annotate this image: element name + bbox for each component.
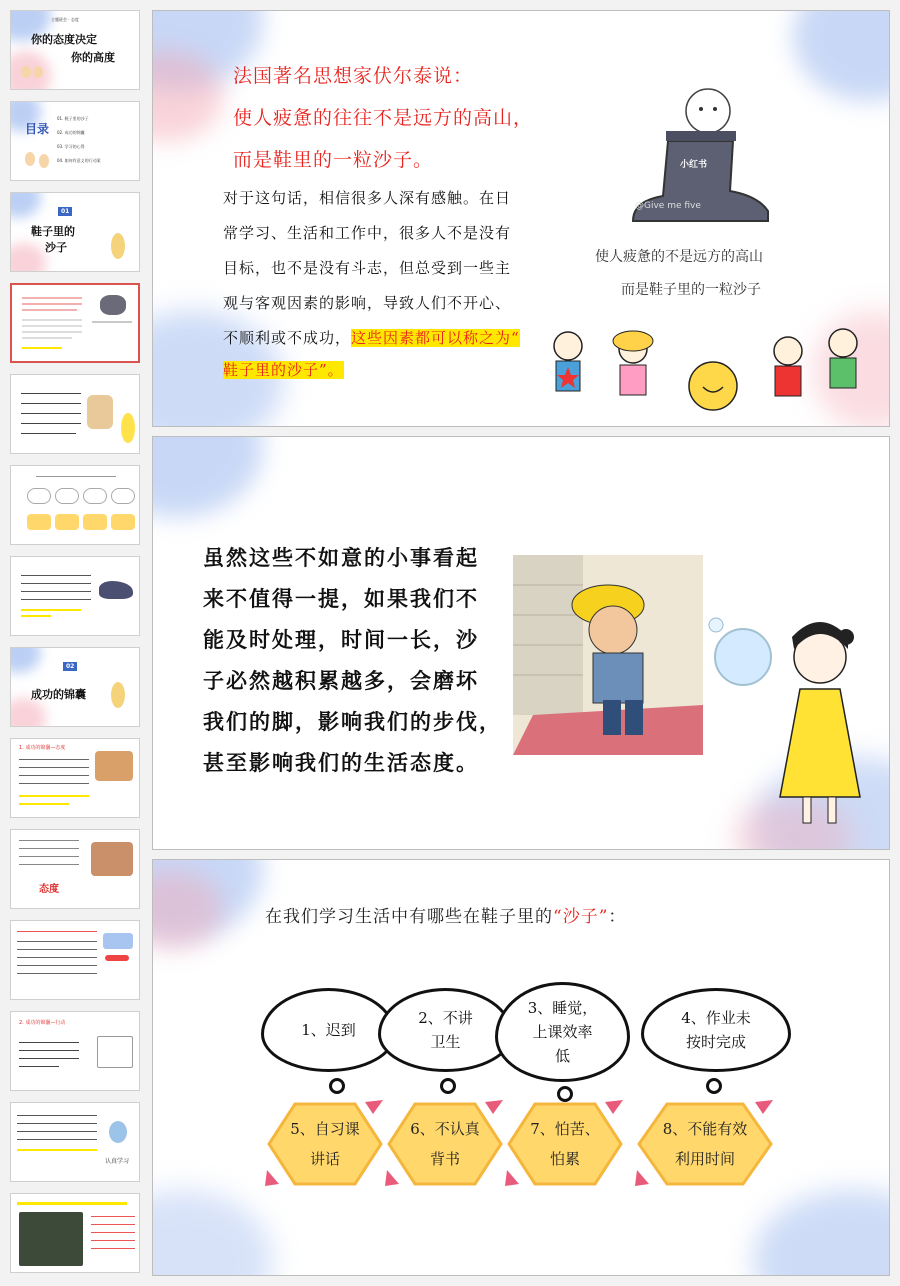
thumb-10-big-label: 态度 <box>39 884 59 895</box>
body-line: 虽然这些不如意的小事看起 <box>203 545 479 570</box>
thumb-3-badge: 01 <box>58 207 72 216</box>
slide-thumbnail-4[interactable] <box>10 283 140 363</box>
quote-line-1: 使人疲惫的往往不是远方的高山， <box>233 107 534 129</box>
cloud-tail <box>440 1078 456 1094</box>
slide-sand-examples[interactable] <box>152 859 890 1276</box>
cloud-text: 2、不讲 <box>418 1009 473 1027</box>
cloud-text: 3、睡觉， <box>527 999 598 1017</box>
cloud-tail <box>329 1078 345 1094</box>
body-line: 能及时处理，时间一长，沙 <box>203 627 479 652</box>
watercolor-wash <box>753 1190 890 1276</box>
slide-thumbnail-5[interactable] <box>10 374 140 454</box>
slide-thumbnail-9[interactable] <box>10 738 140 818</box>
handwritten-caption-1: 使人疲惫的不是远方的高山 <box>595 249 763 265</box>
girl-blowing-bubbles-illustration <box>708 597 888 847</box>
thumb-9-heading: 1. 成功的锦囊—态度 <box>19 745 66 751</box>
thumb-3-title-line1: 鞋子里的 <box>31 225 75 238</box>
slide-thumbnail-8[interactable] <box>10 647 140 727</box>
body-line: 来不值得一提，如果我们不 <box>203 586 479 611</box>
slide-sand-explanation[interactable] <box>152 436 890 850</box>
burst-badge-8 <box>635 1100 775 1188</box>
thought-cloud-4 <box>641 988 791 1072</box>
slide-thumbnail-rail <box>0 0 150 1286</box>
thumb-2-item-1: 01. 鞋子里的沙子 <box>57 116 89 121</box>
quote-line-2: 而是鞋里的一粒沙子。 <box>233 149 434 171</box>
slide-thumbnail-10[interactable] <box>10 829 140 909</box>
slide-thumbnail-6[interactable] <box>10 465 140 545</box>
cloud-text: 按时完成 <box>685 1033 746 1051</box>
thought-cloud-3 <box>495 982 630 1082</box>
paragraph-line-highlight-end <box>223 359 563 380</box>
slide-quote-voltaire[interactable] <box>152 10 890 427</box>
slide-thumbnail-13[interactable] <box>10 1102 140 1182</box>
cloud-tail <box>706 1078 722 1094</box>
children-and-sun-illustration <box>548 321 878 426</box>
paragraph-line: 对于这句话，相信很多人深有感触。在日 <box>223 189 512 207</box>
cloud-text: 4、作业未 <box>681 1009 751 1027</box>
thumb-3-title-line2: 沙子 <box>45 241 67 254</box>
burst-badge-6 <box>385 1100 505 1188</box>
burst-badge-5 <box>265 1100 385 1188</box>
burst-text: 6、不认真 <box>410 1120 480 1138</box>
burst-text: 7、怕苦、 <box>530 1120 600 1138</box>
slide-thumbnail-2[interactable] <box>10 101 140 181</box>
slide-thumbnail-12[interactable] <box>10 1011 140 1091</box>
burst-text: 怕累 <box>549 1150 580 1168</box>
burst-text: 5、自习课 <box>290 1120 360 1138</box>
body-line: 我们的脚，影响我们的步伐， <box>203 709 502 734</box>
highlight-text: 鞋子里的沙子”。 <box>223 361 344 379</box>
slide-thumbnail-11[interactable] <box>10 920 140 1000</box>
question-heading <box>265 902 626 927</box>
thumb-2-heading: 目录 <box>25 122 50 136</box>
body-line: 子必然越积累越多，会磨坏 <box>203 668 479 693</box>
paragraph-line: 观与客观因素的影响，导致人们不开心、 <box>223 294 512 312</box>
thumb-2-item-4: 04. 如何有意义的行动案 <box>57 158 101 163</box>
cloud-text: 卫生 <box>430 1033 461 1051</box>
boot-caption: @Give me five <box>635 201 701 211</box>
burst-text: 利用时间 <box>674 1150 735 1168</box>
watercolor-wash <box>152 436 263 517</box>
paragraph-line: 目标，也不是没有斗志，但总受到一些主 <box>223 259 512 277</box>
burst-badge-7 <box>505 1100 625 1188</box>
burst-text: 8、不能有效 <box>662 1120 748 1138</box>
thumb-1-title-line1: 你的态度决定 <box>31 33 97 46</box>
slide-thumbnail-7[interactable] <box>10 556 140 636</box>
cloud-text: 低 <box>554 1047 570 1065</box>
question-keyword: “沙子” <box>553 907 609 927</box>
slide-thumbnail-14[interactable] <box>10 1193 140 1273</box>
thought-cloud-2 <box>378 988 513 1072</box>
thumb-1-title-line2: 你的高度 <box>71 51 115 64</box>
thumb-1-subtitle: 主题班会 · 态度 <box>51 17 79 22</box>
tired-boy-illustration <box>513 555 703 755</box>
thought-cloud-1 <box>261 988 396 1072</box>
watercolor-wash <box>152 1190 273 1276</box>
cloud-text: 上课效率 <box>532 1023 593 1041</box>
highlight-text: 这些因素都可以称之为“ <box>351 329 520 347</box>
paragraph-fragment: 不顺利或不成功， <box>223 329 352 347</box>
watercolor-wash <box>793 10 890 101</box>
thumb-8-title: 成功的锦囊 <box>31 688 86 701</box>
burst-text: 背书 <box>429 1150 460 1168</box>
thumb-13-caption: 认真学习 <box>105 1158 130 1165</box>
handwritten-caption-2: 而是鞋子里的一粒沙子 <box>621 282 761 298</box>
thumb-2-item-3: 03. 学习的心得 <box>57 144 85 149</box>
slide-thumbnail-3[interactable] <box>10 192 140 272</box>
boot-label: 小红书 <box>680 160 708 170</box>
thumb-12-heading: 2. 成功的锦囊—行动 <box>19 1020 66 1026</box>
quote-intro: 法国著名思想家伏尔泰说： <box>233 65 474 87</box>
burst-text: 讲话 <box>309 1150 340 1168</box>
cloud-text: 1、迟到 <box>301 1021 356 1039</box>
body-line: 甚至影响我们的生活态度。 <box>203 750 479 775</box>
thumb-2-item-2: 02. 成功的锦囊 <box>57 130 85 135</box>
thumb-8-badge: 02 <box>63 662 77 671</box>
question-text: 在我们学习生活中有哪些在鞋子里的 <box>265 907 553 927</box>
question-colon: ： <box>608 907 627 927</box>
paragraph-line: 常学习、生活和工作中，很多人不是没有 <box>223 224 512 242</box>
slide-thumbnail-1[interactable] <box>10 10 140 90</box>
